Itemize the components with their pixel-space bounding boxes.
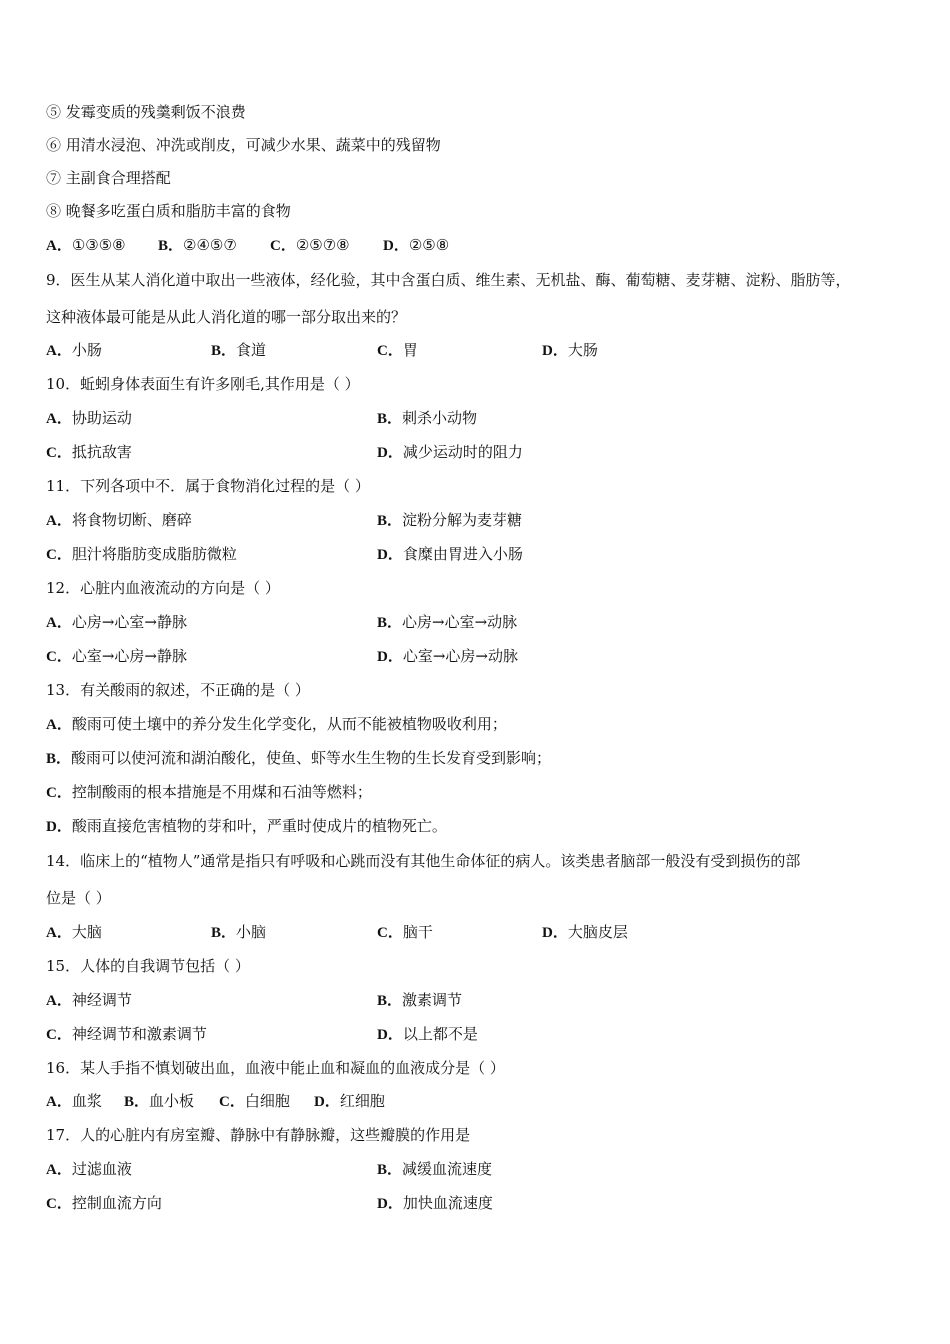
option-d: D．心室→心房→动脉 [377,647,518,665]
question-stem: 14．临床上的“植物人”通常是指只有呼吸和心跳而没有其他生命体征的病人。该类患者脑部一般没有受到损伤的部 [46,852,801,870]
option-b: B．食道 [211,341,267,359]
question-stem-cont: 这种液体最可能是从此人消化道的哪一部分取出来的？ [46,308,407,326]
option-a: A．酸雨可使土壤中的养分发生化学变化，从而不能被植物吸收利用； [46,715,507,733]
option-d: D．以上都不是 [377,1025,478,1043]
list-item-7: ⑦ 主副食合理搭配 [46,169,171,187]
question-stem: 17．人的心脏内有房室瓣、静脉中有静脉瓣，这些瓣膜的作用是 [46,1126,471,1144]
option-c: C．控制酸雨的根本措施是不用煤和石油等燃料； [46,783,372,801]
question-stem: 10．蚯蚓身体表面生有许多刚毛,其作用是（ ） [46,375,360,393]
question-stem-cont: 位是（ ） [46,889,111,907]
list-item-6: ⑥ 用清水浸泡、冲洗或削皮，可减少水果、蔬菜中的残留物 [46,136,441,154]
option-b: B．刺杀小动物 [377,409,478,427]
option-a: A．①③⑤⑧ [46,236,126,254]
option-c: C．白细胞 [219,1092,290,1110]
option-d: D．②⑤⑧ [383,236,450,254]
question-stem: 11．下列各项中不．属于食物消化过程的是（ ） [46,477,370,495]
option-d: D．减少运动时的阻力 [377,443,523,461]
option-d: D．加快血流速度 [377,1194,493,1212]
question-stem: 12．心脏内血液流动的方向是（ ） [46,579,280,597]
option-a: A．血浆 [46,1092,102,1110]
question-stem: 15．人体的自我调节包括（ ） [46,957,250,975]
list-item-8: ⑧ 晚餐多吃蛋白质和脂肪丰富的食物 [46,202,291,220]
option-d: D．大肠 [542,341,598,359]
option-b: B．小脑 [211,923,267,941]
option-b: B．减缓血流速度 [377,1160,493,1178]
option-a: A．小肠 [46,341,102,359]
option-c: C．抵抗敌害 [46,443,132,461]
option-b: B．淀粉分解为麦芽糖 [377,511,523,529]
question-stem: 13．有关酸雨的叙述，不正确的是（ ） [46,681,310,699]
option-b: B．酸雨可以使河流和湖泊酸化，使鱼、虾等水生生物的生长发育受到影响； [46,749,552,767]
option-c: C．胃 [377,341,418,359]
question-stem: 9．医生从某人消化道中取出一些液体，经化验，其中含蛋白质、维生素、无机盐、酶、葡萄糖、麦芽糖、淀粉、脂肪等， [46,271,851,289]
option-b: B．血小板 [124,1092,195,1110]
option-b: B．心房→心室→动脉 [377,613,518,631]
option-d: D．食糜由胃进入小肠 [377,545,523,563]
option-a: A．过滤血液 [46,1160,132,1178]
option-a: A．神经调节 [46,991,132,1009]
option-c: C．心室→心房→静脉 [46,647,187,665]
option-c: C．胆汁将脂肪变成脂肪微粒 [46,545,237,563]
option-d: D．大脑皮层 [542,923,628,941]
option-c: C．脑干 [377,923,433,941]
option-d: D．红细胞 [314,1092,385,1110]
option-a: A．将食物切断、磨碎 [46,511,192,529]
option-c: C．神经调节和激素调节 [46,1025,207,1043]
option-a: A．大脑 [46,923,102,941]
option-a: A．心房→心室→静脉 [46,613,187,631]
option-d: D．酸雨直接危害植物的芽和叶，严重时使成片的植物死亡。 [46,817,447,835]
option-a: A．协助运动 [46,409,132,427]
option-b: B．激素调节 [377,991,463,1009]
list-item-5: ⑤ 发霉变质的残羹剩饭不浪费 [46,103,246,121]
option-b: B．②④⑤⑦ [158,236,237,254]
option-c: C．②⑤⑦⑧ [270,236,350,254]
question-stem: 16．某人手指不慎划破出血，血液中能止血和凝血的血液成分是（ ） [46,1059,505,1077]
option-c: C．控制血流方向 [46,1194,162,1212]
